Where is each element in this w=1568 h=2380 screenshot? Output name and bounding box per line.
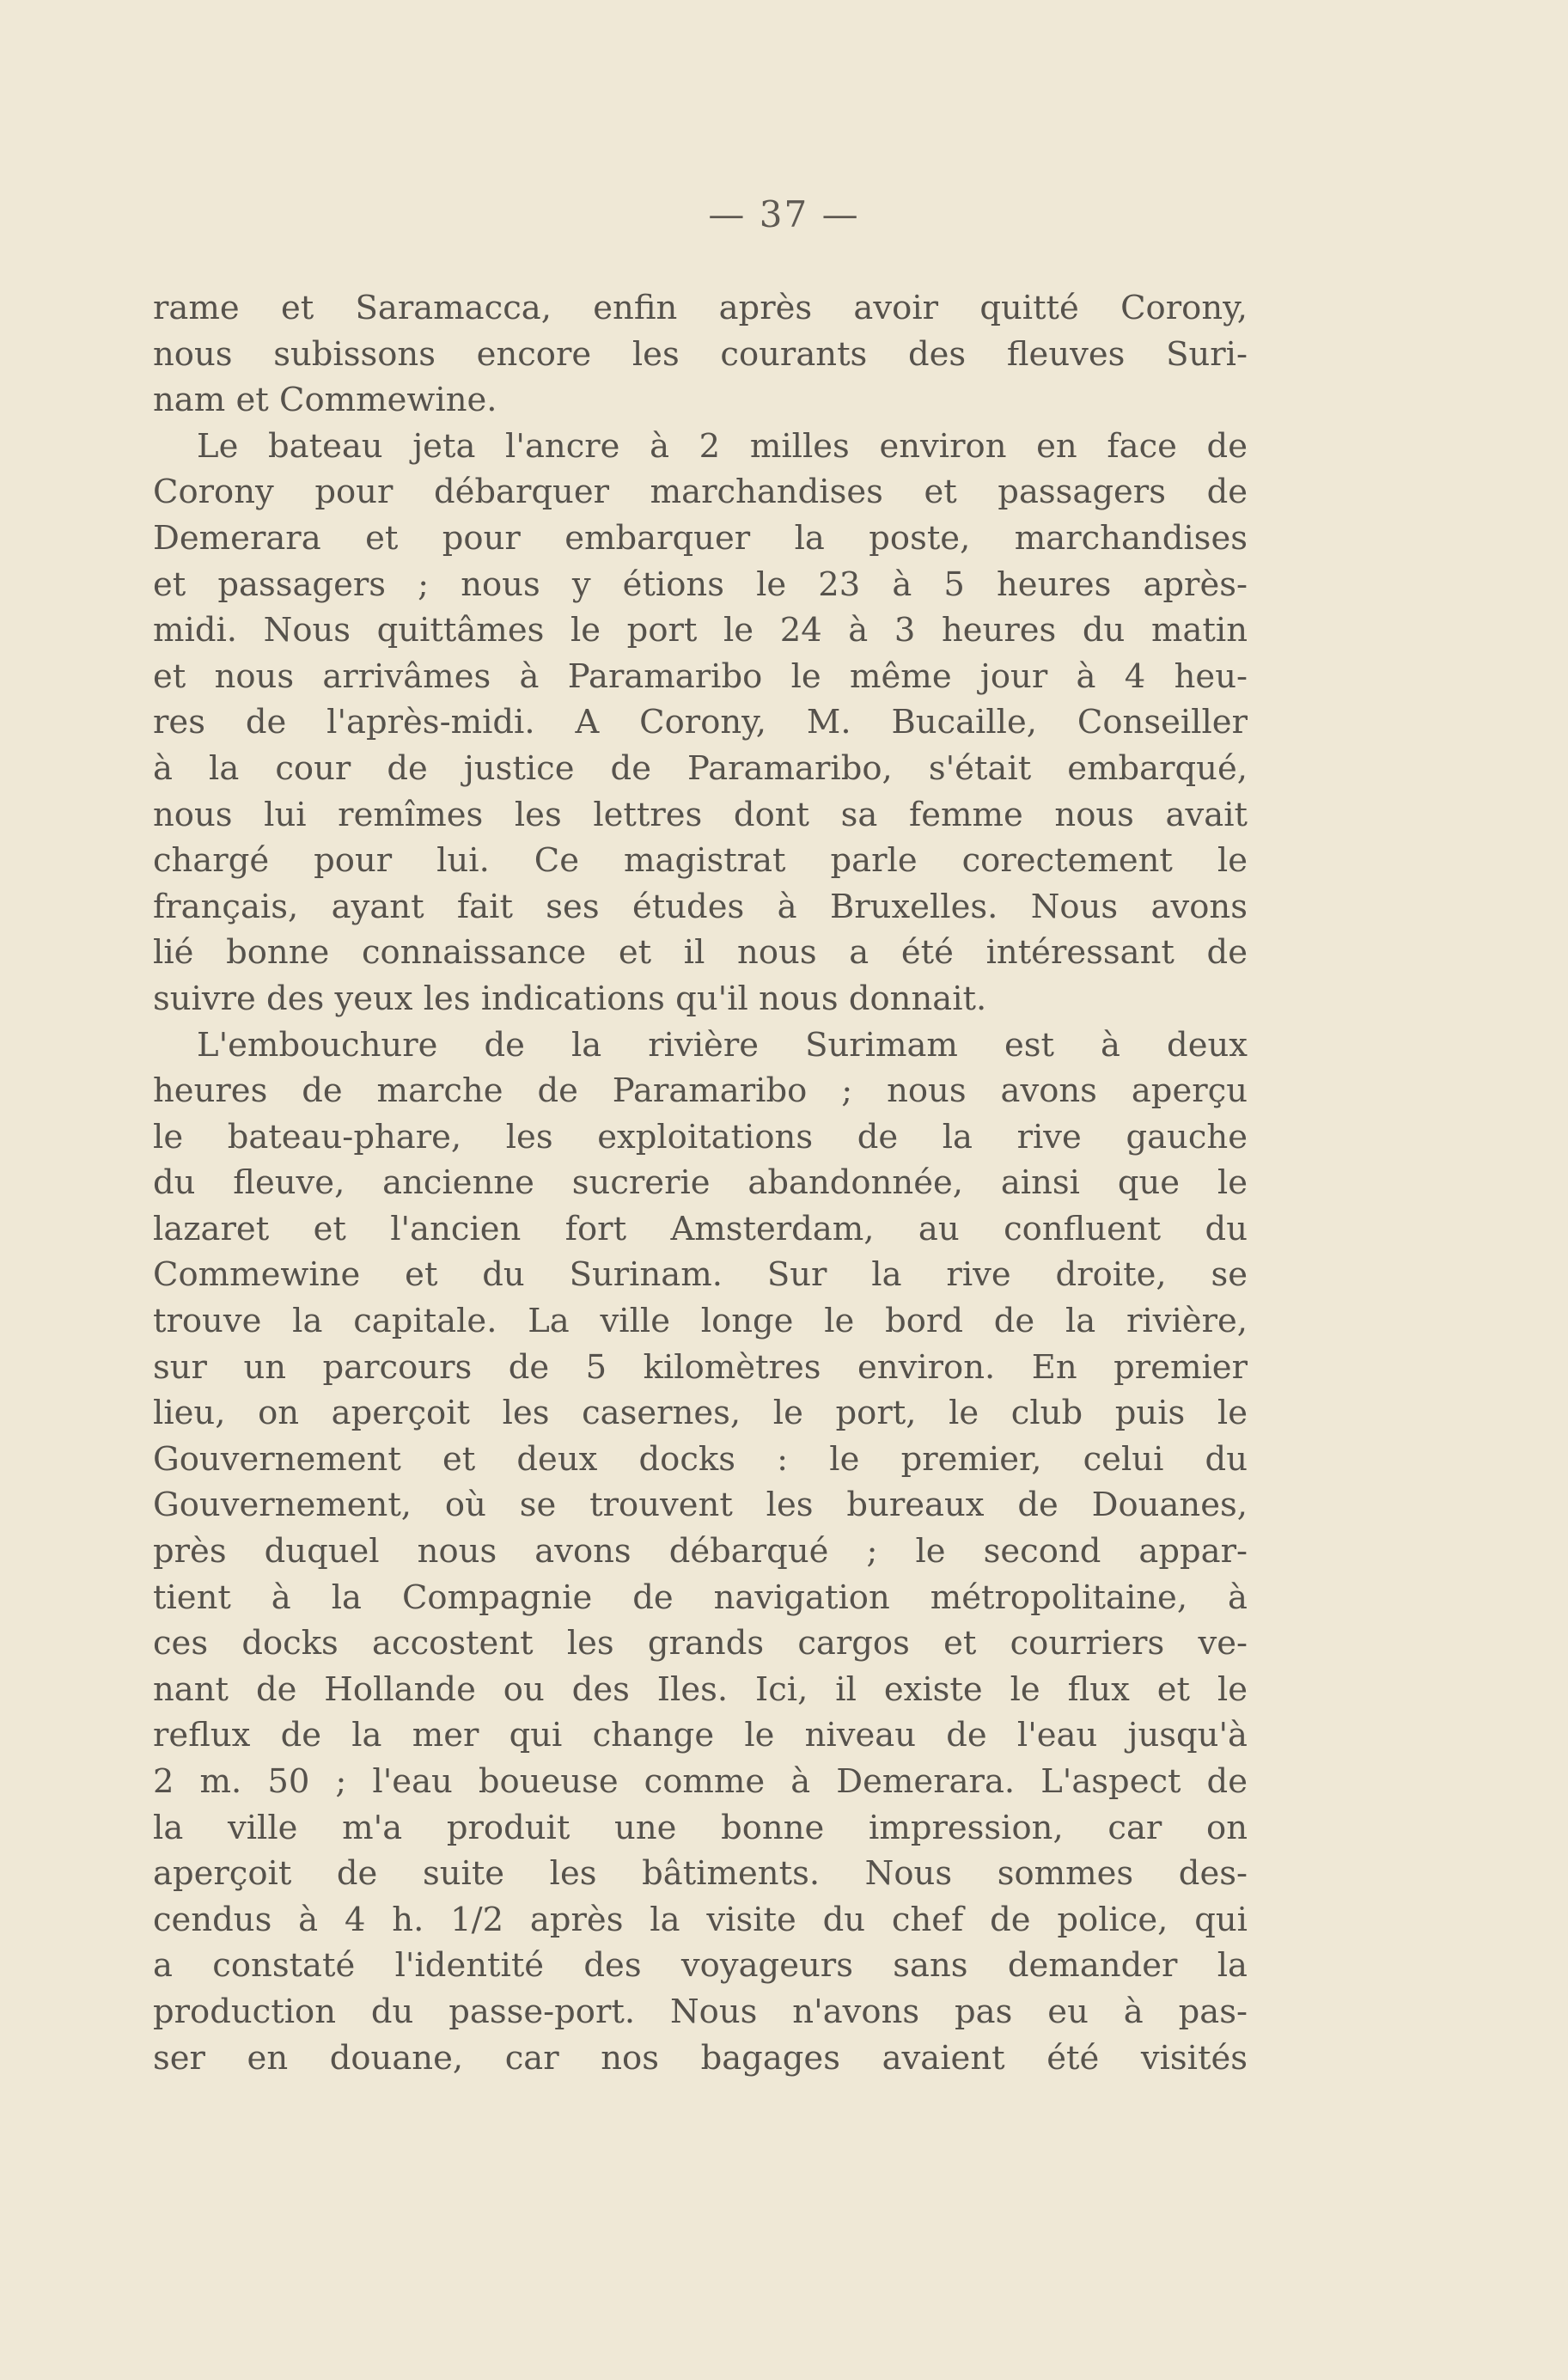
text-line: ces docks accostent les grands cargos et courriers ve- xyxy=(153,1624,1248,1663)
text-line: Commewine et du Surinam. Sur la rive droite, se xyxy=(153,1255,1248,1295)
text-line: a constaté l'identité des voyageurs sans demander la xyxy=(153,1946,1248,1986)
text-line: heures de marche de Paramaribo ; nous avons aperçu xyxy=(153,1071,1248,1111)
text-line: nous lui remîmes les lettres dont sa femme nous avait xyxy=(153,795,1248,834)
text-line: suivre des yeux les indications qu'il nous donnait. xyxy=(153,979,987,1018)
text-line: à la cour de justice de Paramaribo, s'était embarqué, xyxy=(153,748,1248,788)
text-line: tient à la Compagnie de navigation métropolitaine, à xyxy=(153,1578,1248,1617)
text-line: Corony pour débarquer marchandises et passagers de xyxy=(153,473,1248,512)
text-line: midi. Nous quittâmes le port le 24 à 3 heures du matin xyxy=(153,611,1248,650)
text-line: nam et Commewine. xyxy=(153,381,497,420)
text-line: rame et Saramacca, enfin après avoir quitté Corony, xyxy=(153,289,1248,327)
text-line: Gouvernement, où se trouvent les bureaux de Douanes, xyxy=(153,1486,1248,1525)
text-line: du fleuve, ancienne sucrerie abandonnée, ainsi que le xyxy=(153,1163,1248,1203)
text-line: Demerara et pour embarquer la poste, marchandises xyxy=(153,518,1248,558)
text-line: aperçoit de suite les bâtiments. Nous sommes des- xyxy=(153,1854,1248,1894)
text-line: res de l'après-midi. A Corony, M. Bucaille, Conseiller xyxy=(153,703,1248,742)
text-line: et nous arrivâmes à Paramaribo le même jour à 4 heu- xyxy=(153,656,1248,696)
text-line: le bateau-phare, les exploitations de la rive gauche xyxy=(153,1117,1248,1156)
text-line: production du passe-port. Nous n'avons pas eu à pas- xyxy=(153,1992,1248,2031)
text-line: Le bateau jeta l'ancre à 2 milles environ en face de xyxy=(197,426,1248,466)
text-line: nant de Hollande ou des Iles. Ici, il existe le flux et le xyxy=(153,1669,1248,1709)
text-line: reflux de la mer qui change le niveau de l'eau jusqu'à xyxy=(153,1716,1248,1755)
text-line: lazaret et l'ancien fort Amsterdam, au confluent du xyxy=(153,1209,1248,1248)
page-number: — 37 — xyxy=(708,193,860,235)
text-line: et passagers ; nous y étions le 23 à 5 heures après- xyxy=(153,564,1248,604)
text-line: L'embouchure de la rivière Surimam est à deux xyxy=(197,1025,1248,1065)
text-line: sur un parcours de 5 kilomètres environ. En premier xyxy=(153,1347,1248,1387)
text-line: la ville m'a produit une bonne impression, car on xyxy=(153,1808,1248,1847)
body-text xyxy=(153,285,1248,2081)
text-line: près duquel nous avons débarqué ; le second appar- xyxy=(153,1532,1248,1571)
text-line: Gouvernement et deux docks : le premier, celui du xyxy=(153,1439,1248,1479)
text-line: cendus à 4 h. 1/2 après la visite du chef de police, qui xyxy=(153,1900,1248,1939)
text-line: lié bonne connaissance et il nous a été intéressant de xyxy=(153,933,1248,973)
text-line: lieu, on aperçoit les casernes, le port, le club puis le xyxy=(153,1394,1248,1433)
text-line: 2 m. 50 ; l'eau boueuse comme à Demerara. L'aspect de xyxy=(153,1762,1248,1801)
text-line: chargé pour lui. Ce magistrat parle corectement le xyxy=(153,841,1248,881)
text-line: nous subissons encore les courants des fleuves Suri- xyxy=(153,334,1248,374)
text-line: trouve la capitale. La ville longe le bord de la rivière, xyxy=(153,1302,1248,1341)
text-line: ser en douane, car nos bagages avaient été visités xyxy=(153,2038,1248,2078)
text-line: français, ayant fait ses études à Bruxelles. Nous avons xyxy=(153,887,1248,926)
